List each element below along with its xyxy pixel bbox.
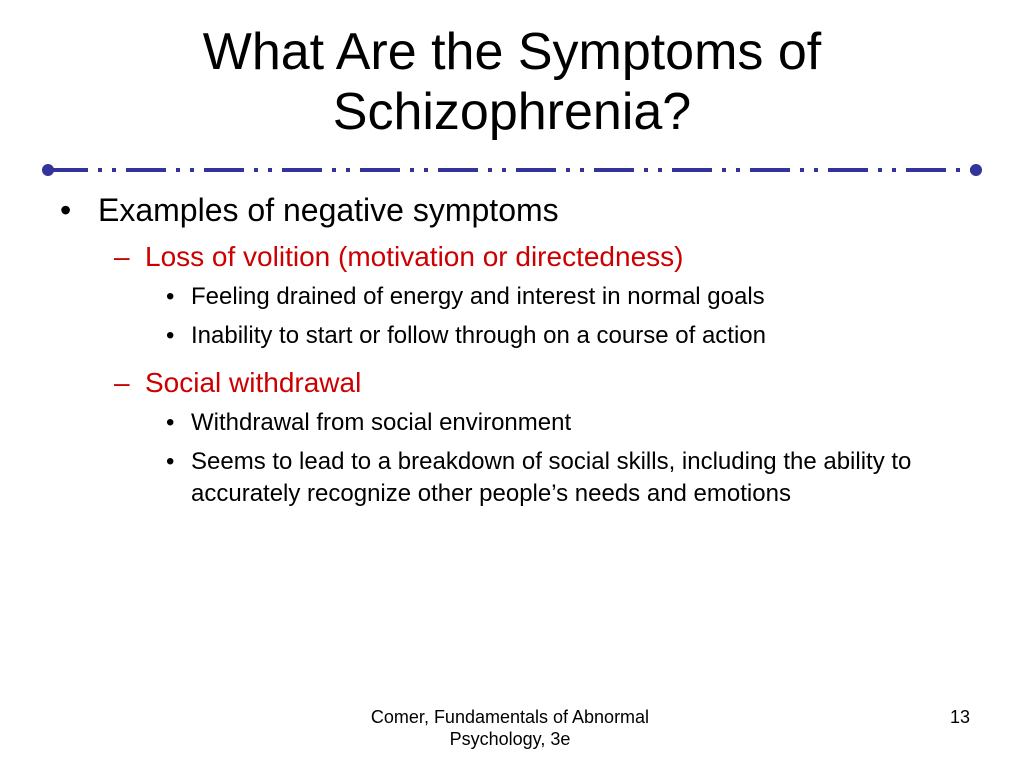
bullet-dot-icon: •	[166, 283, 175, 310]
slide-body	[56, 190, 956, 510]
bullet-level3	[56, 281, 956, 313]
bullet-level3	[56, 446, 956, 510]
subheading-text: Loss of volition (motivation or directedness)	[145, 241, 684, 272]
bullet-level3-text: Feeling drained of energy and interest in normal goals	[191, 283, 765, 310]
divider-end-dot-left	[42, 164, 54, 176]
dash-marker-icon: –	[114, 241, 130, 272]
subheading-text: Social withdrawal	[145, 367, 362, 398]
bullet-dot-icon: •	[166, 322, 175, 349]
subheading-social-withdrawal	[56, 366, 956, 400]
bullet-dot-icon: •	[60, 192, 72, 228]
bullet-level3	[56, 320, 956, 352]
bullet-level3-text: Withdrawal from social environment	[191, 409, 572, 436]
footer-source: Comer, Fundamentals of Abnormal Psychology, 3e	[370, 707, 650, 749]
subheading-loss-of-volition	[56, 240, 956, 274]
bullet-level1	[56, 190, 956, 230]
bullet-level3-text: Seems to lead to a breakdown of social skills, including the ability to accurately recognize other people’s needs and emotions	[191, 448, 912, 507]
dash-marker-icon: –	[114, 367, 130, 398]
bullet-level1-text: Examples of negative symptoms	[98, 192, 559, 228]
page-number: 13	[949, 707, 970, 727]
divider-end-dot-right	[970, 164, 982, 176]
bullet-level3	[56, 407, 956, 439]
bullet-level3-text: Inability to start or follow through on a course of action	[191, 322, 766, 349]
bullet-dot-icon: •	[166, 448, 175, 475]
title-divider	[40, 160, 984, 180]
slide-title: What Are the Symptoms of Schizophrenia?	[202, 23, 822, 141]
bullet-dot-icon: •	[166, 409, 175, 436]
